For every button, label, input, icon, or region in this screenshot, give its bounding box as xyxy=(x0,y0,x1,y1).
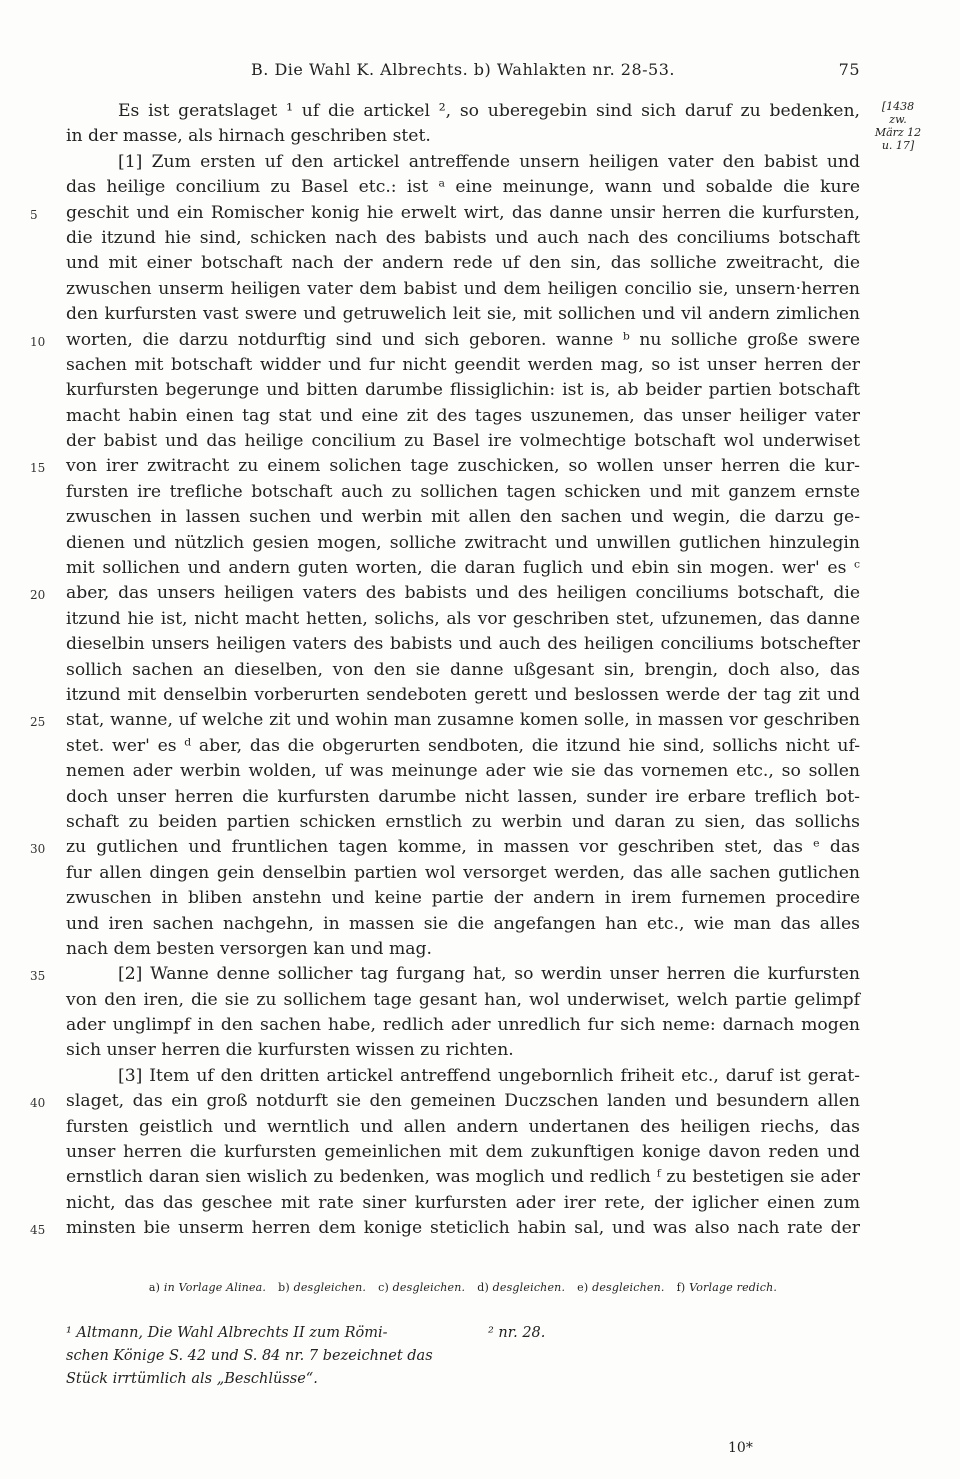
running-head-title: B. Die Wahl K. Albrechts. b) Wahlakten nr. 28-53. xyxy=(251,60,675,79)
text-line xyxy=(66,1140,860,1165)
apparatus-mark: e) xyxy=(577,1281,589,1294)
text-line xyxy=(30,581,860,606)
line-number: 30 xyxy=(30,842,46,857)
line-number: 10 xyxy=(30,334,46,349)
line-text: den kurfursten vast swere und getruwelich leit sie, mit sollichen und vil andern zimlichen xyxy=(66,304,860,325)
text-line xyxy=(30,201,860,226)
line-text: das heilige concilium zu Basel etc.: ist ᵃ eine meinunge, wann und sobalde die kure xyxy=(66,177,860,198)
line-text: schaft zu beiden partien schicken ernstlich zu werbin und daran zu sien, das sollichs xyxy=(66,811,860,832)
line-text: itzund hie ist, nicht macht hetten, solichs, als vor geschriben stet, ufzunemen, das danne xyxy=(66,608,860,629)
line-text: und iren sachen nachgehn, in massen sie die angefangen han etc., wie man das alles xyxy=(66,913,860,934)
text-line xyxy=(66,1165,860,1190)
text-line xyxy=(30,962,860,987)
line-text: sollich sachen an dieselben, von den sie danne ußgesant sin, brengin, doch also, das xyxy=(66,659,860,680)
line-text: und mit einer botschaft nach der andern rede uf den sin, das solliche zweitracht, die xyxy=(66,253,860,274)
line-text: macht habin einen tag stat und eine zit des tages uszunemen, das unser heiliger vater xyxy=(66,405,860,426)
text-line xyxy=(66,1115,860,1140)
line-text: fursten ire trefliche botschaft auch zu sollichen tagen schicken und mit ganzem ernste xyxy=(66,481,860,502)
line-number: 35 xyxy=(30,969,46,984)
footnote-2: ² nr. 28. xyxy=(488,1325,546,1341)
line-number: 15 xyxy=(30,461,46,476)
apparatus-text: Vorlage redich. xyxy=(689,1281,778,1294)
line-text: die itzund hie sind, schicken nach des babists und auch nach des conciliums botschaft xyxy=(66,227,860,248)
text-line xyxy=(30,835,860,860)
line-text: mit sollichen und andern guten worten, die daran fuglich und ebin sin mogen. wer' es ᶜ xyxy=(66,558,860,579)
text-line xyxy=(66,480,860,505)
line-text: aber, das unsers heiligen vaters des babists und des heiligen conciliums botschaft, die xyxy=(66,583,860,604)
line-text: von den iren, die sie zu sollichem tage gesant han, wol underwiset, welch partie gelimpf xyxy=(66,989,860,1010)
apparatus-mark: a) xyxy=(148,1281,161,1294)
text-line xyxy=(66,734,860,759)
line-text: fur allen dingen gein denselbin partien wol versorget werden, das alle sachen gutlichen xyxy=(66,862,860,883)
apparatus-entry xyxy=(477,1281,565,1294)
footnote-1-line: schen Könige S. 42 und S. 84 nr. 7 bezeichnet das xyxy=(66,1348,433,1364)
line-text: doch unser herren die kurfursten darumbe nicht lassen, sunder ire erbare treflich bot- xyxy=(66,786,860,807)
main-text xyxy=(30,99,860,1242)
line-number: 5 xyxy=(30,207,38,222)
line-text: der babist und das heilige concilium zu Basel ire volmechtige botschaft wol underwiset xyxy=(66,431,860,452)
apparatus-entry xyxy=(677,1281,777,1294)
line-text: zwuschen in lassen suchen und werbin mit allen den sachen und wegin, die darzu ge- xyxy=(66,507,860,528)
apparatus-mark: d) xyxy=(477,1281,489,1294)
line-text: fursten geistlich und werntlich und allen andern undertanen des heiligen riechs, das xyxy=(66,1116,860,1137)
margin-date-line: März 12 xyxy=(874,126,922,139)
line-text: geschit und ein Romischer konig hie erwelt wirt, das danne unsir herren die kurfursten, xyxy=(66,202,860,223)
text-line xyxy=(66,505,860,530)
apparatus-text: desgleichen. xyxy=(293,1281,367,1294)
apparatus-text: in Vorlage Alinea. xyxy=(163,1281,267,1294)
text-line xyxy=(66,912,860,937)
text-line xyxy=(66,988,860,1013)
line-text: sachen mit botschaft widder und fur nicht geendit werden mag, so ist unser herren der xyxy=(66,354,860,375)
text-line xyxy=(66,683,860,708)
text-line xyxy=(66,404,860,429)
text-line xyxy=(66,99,860,124)
text-line xyxy=(66,353,860,378)
line-text: Es ist geratslaget ¹ uf die artickel ², so uberegebin sind sich daruf zu bedenken, xyxy=(118,101,860,121)
text-line xyxy=(30,708,860,733)
line-text: in der masse, als hirnach geschriben stet. xyxy=(66,126,431,147)
text-line xyxy=(30,328,860,353)
text-line xyxy=(66,1038,860,1063)
text-line xyxy=(66,1064,860,1089)
text-line xyxy=(66,251,860,276)
text-line xyxy=(66,1191,860,1216)
line-text: [3] Item uf den dritten artickel antreffend ungebornlich friheit etc., daruf ist gerat- xyxy=(118,1065,860,1086)
text-line xyxy=(66,810,860,835)
text-line xyxy=(66,886,860,911)
line-text: dieselbin unsers heiligen vaters des babists und auch des heiligen conciliums botschefter xyxy=(66,634,860,655)
line-text: unser herren die kurfursten gemeinlichen mit dem zukunftigen konige davon reden und xyxy=(66,1142,860,1163)
text-line xyxy=(66,175,860,200)
line-text: ader unglimpf in den sachen habe, redlich ader unredlich fur sich neme: darnach mogen xyxy=(66,1015,860,1036)
text-line xyxy=(66,378,860,403)
line-number: 40 xyxy=(30,1096,46,1111)
apparatus-text: desgleichen. xyxy=(492,1281,566,1294)
line-text: nemen ader werbin wolden, uf was meinunge ader wie sie das vornemen etc., so sollen xyxy=(66,761,860,782)
margin-date-line: zw. xyxy=(889,113,907,126)
critical-apparatus xyxy=(66,1281,860,1294)
apparatus-mark: f) xyxy=(676,1281,686,1294)
apparatus-entry xyxy=(378,1281,465,1294)
footnote-1-line: Stück irrtümlich als „Beschlüsse“. xyxy=(66,1371,318,1387)
margin-date-line: u. 17] xyxy=(881,139,915,152)
line-text: zu gutlichen und fruntlichen tagen komme, in massen vor geschriben stet, das ᵉ das xyxy=(66,837,860,858)
text-line xyxy=(66,531,860,556)
line-text: [2] Wanne denne sollicher tag furgang hat, so werdin unser herren die kurfursten xyxy=(118,964,860,985)
line-number: 20 xyxy=(30,588,46,603)
text-line xyxy=(66,1013,860,1038)
line-text: ernstlich daran sien wislich zu bedenken, was moglich und redlich ᶠ zu bestetigen sie ader xyxy=(66,1167,860,1188)
margin-date-note xyxy=(868,100,928,152)
line-text: [1] Zum ersten uf den artickel antreffende unsern heiligen vater den babist und xyxy=(118,151,860,172)
text-line xyxy=(66,658,860,683)
text-line xyxy=(66,124,860,149)
text-line xyxy=(66,937,860,962)
text-line xyxy=(66,302,860,327)
text-line xyxy=(66,861,860,886)
text-line xyxy=(66,150,860,175)
text-line xyxy=(66,556,860,581)
line-text: kurfursten begerunge und bitten darumbe flissiglichin: ist is, ab beider partien botschaft xyxy=(66,380,860,401)
line-text: worten, die darzu notdurftig sind und sich geboren. wanne ᵇ nu solliche große swere xyxy=(66,329,860,350)
line-text: nach dem besten versorgen kan und mag. xyxy=(66,938,433,959)
line-text: zwuschen in bliben anstehn und keine partie der andern in irem furnemen procedire xyxy=(66,888,860,909)
margin-date-line: [1438 xyxy=(881,100,915,113)
line-text: nicht, das das geschee mit rate siner kurfursten ader irer rete, der iglicher einen zum xyxy=(66,1192,860,1213)
text-line xyxy=(66,632,860,657)
line-number: 45 xyxy=(30,1223,46,1238)
apparatus-entry xyxy=(278,1281,366,1294)
line-text: stat, wanne, uf welche zit und wohin man zusamne komen solle, in massen vor geschriben xyxy=(66,710,860,731)
signature-mark: 10* xyxy=(728,1440,753,1456)
text-line xyxy=(30,1216,860,1241)
text-line xyxy=(30,1089,860,1114)
text-line xyxy=(66,759,860,784)
line-text: sich unser herren die kurfursten wissen zu richten. xyxy=(66,1040,514,1061)
line-text: slaget, das ein groß notdurft sie den gemeinen Duczschen landen und besundern allen xyxy=(66,1091,860,1112)
apparatus-entry xyxy=(577,1281,664,1294)
apparatus-mark: c) xyxy=(378,1281,389,1294)
running-head xyxy=(66,60,860,86)
text-line xyxy=(66,226,860,251)
line-text: von irer zwitracht zu einem solichen tage zuschicken, so wollen unser herren die kur- xyxy=(66,456,860,477)
text-line xyxy=(66,429,860,454)
line-text: minsten bie unserm herren dem konige steticlich habin sal, und was also nach rate der xyxy=(66,1218,860,1239)
footnote-1 xyxy=(66,1322,466,1391)
line-number: 25 xyxy=(30,715,46,730)
line-text: dienen und nützlich gesien mogen, solliche zwitracht und unwillen gutlichen hinzulegin xyxy=(66,532,860,553)
text-line xyxy=(30,454,860,479)
footnote-1-line: ¹ Altmann, Die Wahl Albrechts II zum Römi- xyxy=(66,1325,388,1341)
apparatus-entry xyxy=(149,1281,266,1294)
apparatus-text: desgleichen. xyxy=(592,1281,665,1294)
line-text: zwuschen unserm heiligen vater dem babist und dem heiligen concilio sie, unsern·herren xyxy=(66,278,860,299)
line-text: stet. wer' es ᵈ aber, das die obgerurten sendboten, die itzund hie sind, sollichs nicht uf- xyxy=(66,735,860,756)
text-line xyxy=(66,277,860,302)
apparatus-text: desgleichen. xyxy=(392,1281,466,1294)
line-text: itzund mit denselbin vorberurten sendeboten gerett und beslossen werde der tag zit und xyxy=(66,684,860,705)
text-line xyxy=(66,607,860,632)
apparatus-mark: b) xyxy=(278,1281,290,1294)
page-number: 75 xyxy=(838,60,860,79)
text-line xyxy=(66,785,860,810)
